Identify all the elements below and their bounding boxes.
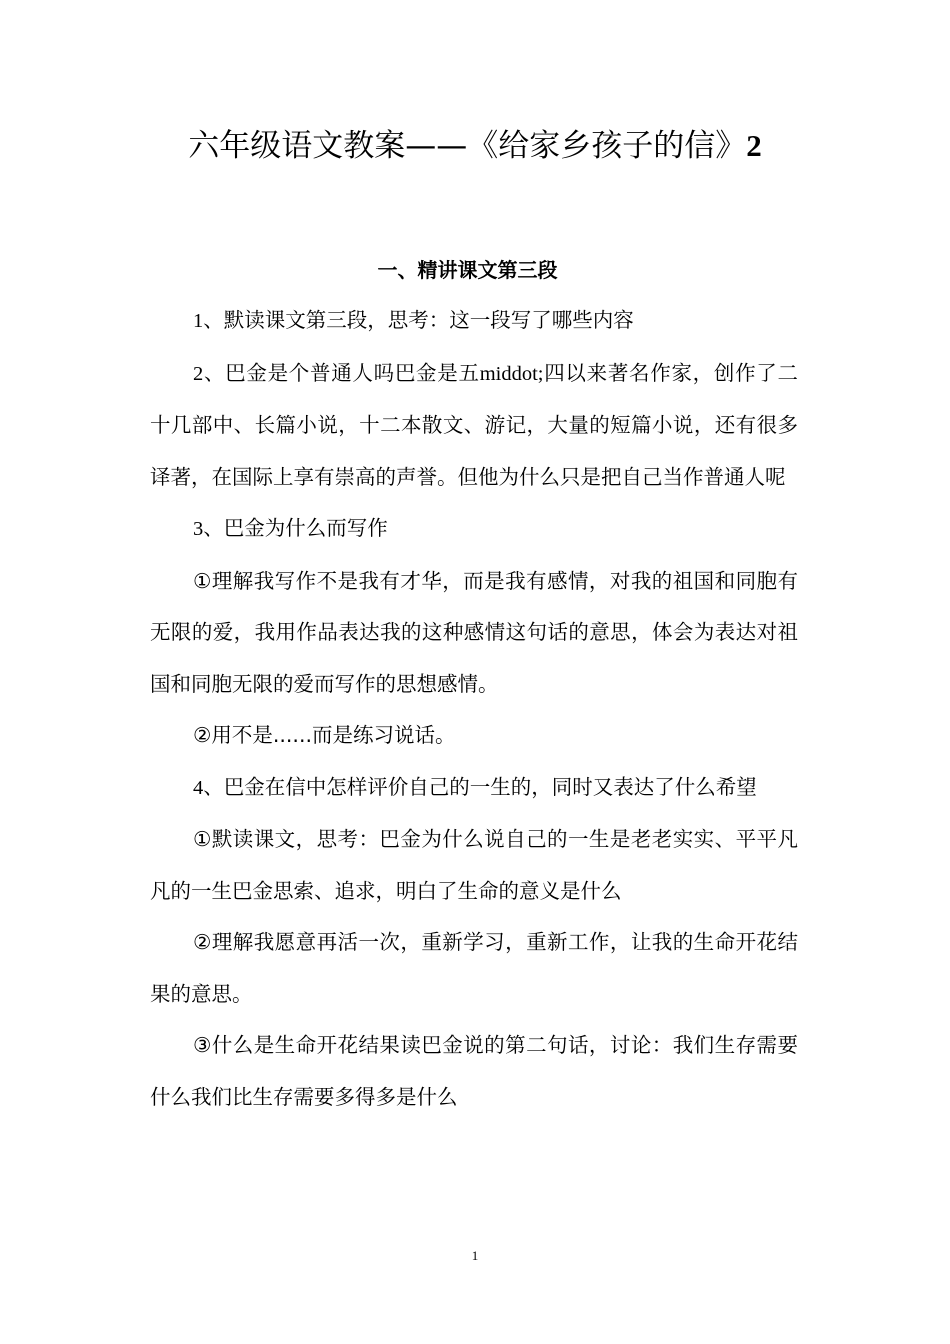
paragraph-4-1 (150, 814, 798, 917)
entity-artifact: middot; (479, 362, 544, 385)
paragraph-number: 2 (193, 362, 204, 385)
paragraph-number: 4 (193, 776, 204, 799)
paragraph-4-2 (150, 917, 798, 1020)
document-title (0, 118, 950, 174)
paragraph-text: 、巴金为什么而写作 (203, 516, 388, 540)
paragraph-text: 、默读课文第三段，思考：这一段写了哪些内容 (203, 308, 634, 332)
section-heading: 一、精讲课文第三段 (377, 258, 558, 282)
paragraph-text: ①理解我写作不是我有才华，而是我有感情，对我的祖国和同胞有无限的爱，我用作品表达我的这种感情这句话的意思，体会为表达对祖国和同胞无限的爱而写作的思想感情。 (150, 568, 798, 696)
paragraph-4 (150, 762, 798, 815)
paragraph-3 (150, 503, 798, 556)
paragraph-text: ①默读课文，思考：巴金为什么说自己的一生是老老实实、平平凡凡的一生巴金思索、追求，明白了生命的意义是什么 (150, 827, 798, 903)
page-number: 1 (471, 1248, 479, 1263)
paragraph-number: 3 (193, 518, 204, 540)
paragraph-number: 1 (193, 310, 204, 332)
paragraph-text: ②理解我愿意再活一次，重新学习，重新工作，让我的生命开花结果的意思。 (150, 930, 798, 1006)
paragraph-4-3 (150, 1020, 798, 1123)
document-body (150, 295, 798, 1123)
paragraph-3-1 (150, 556, 798, 711)
paragraph-1 (150, 295, 798, 348)
paragraph-text: ②用不是......而是练习说话。 (193, 723, 456, 747)
paragraph-text: 、巴金是个普通人吗巴金是五 (203, 360, 480, 385)
paragraph-text-rest: 四以来著名作家，创作了二十几部中、长篇小说，十二本散文、游记，大量的短篇小说，还有很多译著，在国际上享有崇高的声誉。但他为什么只是把自己当作普通人呢 (150, 360, 799, 489)
title-suffix: 2 (746, 128, 762, 163)
title-text: 六年级语文教案——《给家乡孩子的信》 (188, 128, 747, 164)
paragraph-3-2 (150, 710, 798, 762)
paragraph-text: 、巴金在信中怎样评价自己的一生的，同时又表达了什么希望 (203, 774, 757, 799)
paragraph-text: ③什么是生命开花结果读巴金说的第二句话，讨论：我们生存需要什么我们比生存需要多得多是什么 (150, 1033, 798, 1109)
paragraph-2 (150, 348, 798, 504)
